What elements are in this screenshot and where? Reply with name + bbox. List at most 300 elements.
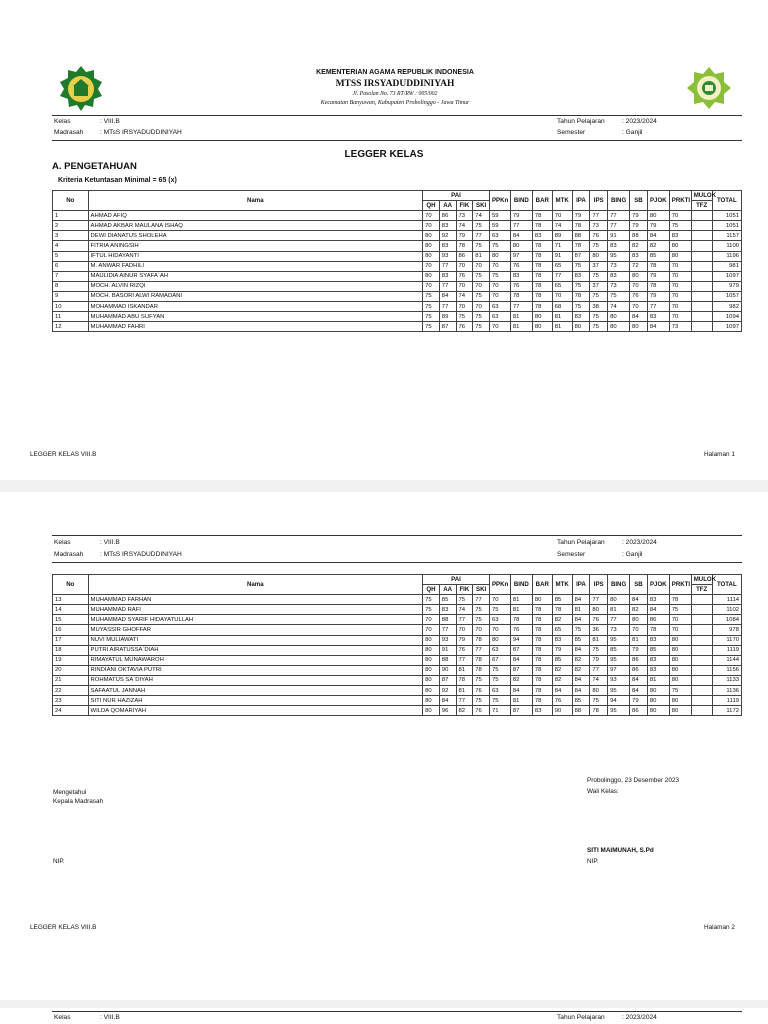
student-name-cell: MUHAMMAD RAFI (88, 605, 423, 615)
table-cell: 70 (473, 625, 490, 635)
column-header-mulok: MULOK (691, 575, 712, 585)
kemenag-logo-icon (56, 64, 106, 112)
table-cell: 78 (473, 655, 490, 665)
table-cell: 95 (608, 251, 630, 261)
table-cell: 70 (669, 302, 691, 312)
semester-label: Semester (557, 551, 586, 558)
table-cell: 84 (439, 696, 456, 706)
column-header-bar: BAR (532, 191, 552, 211)
table-cell: 83 (608, 241, 630, 251)
student-name-cell: IFTUL HIDAYANTI (88, 251, 423, 261)
column-header-mulok: MULOK (691, 191, 712, 201)
table-cell: 79 (647, 221, 669, 231)
table-cell: 63 (489, 686, 510, 696)
table-cell: 80 (423, 231, 440, 241)
table-cell: 78 (532, 665, 552, 675)
table-cell: 89 (439, 312, 456, 322)
table-cell: 17 (53, 635, 89, 645)
table-cell: 83 (532, 706, 552, 716)
table-cell: 96 (439, 706, 456, 716)
table-cell: 78 (572, 291, 590, 301)
table-cell: 88 (439, 615, 456, 625)
table-row (53, 241, 742, 251)
table-cell: 80 (669, 675, 691, 685)
school-address: Jl. Pasolan No. 73 RT/RW : 005/002 (352, 91, 438, 97)
table-cell: 76 (590, 615, 608, 625)
table-cell: 80 (423, 635, 440, 645)
table-cell: 91 (439, 645, 456, 655)
table-cell: 80 (669, 665, 691, 675)
table-cell: 1 (53, 211, 89, 221)
student-name-cell: MOHAMMAD ISKANDAR (88, 302, 423, 312)
table-cell: 76 (590, 231, 608, 241)
student-name-cell: WILDA QOMARIYAH (88, 706, 423, 716)
table-cell: 77 (456, 696, 473, 706)
table-cell: 84 (630, 595, 648, 605)
table-cell: 5 (53, 251, 89, 261)
column-header-qh: QH (423, 585, 440, 595)
tahun-value: : 2023/2024 (622, 118, 657, 125)
table-cell: 83 (669, 231, 691, 241)
table-row (53, 302, 742, 312)
wali-label: Wali Kelas: (587, 788, 619, 795)
column-header-ppkn: PPKn (489, 575, 510, 595)
table-cell: 63 (489, 615, 510, 625)
table-cell: 82 (572, 665, 590, 675)
place-date: Probolinggo, 23 Desember 2023 (587, 777, 680, 784)
table-cell: 94 (510, 635, 532, 645)
table-cell: 80 (669, 635, 691, 645)
table-cell: 80 (423, 645, 440, 655)
table-cell: 80 (669, 241, 691, 251)
table-cell: 78 (473, 665, 490, 675)
column-header-qh: QH (423, 201, 440, 211)
column-header-bing: BING (608, 575, 630, 595)
table-cell: 14 (53, 605, 89, 615)
table-cell: 77 (439, 302, 456, 312)
table-cell: 75 (489, 271, 510, 281)
divider (52, 140, 742, 141)
table-cell: 77 (510, 221, 532, 231)
column-header-fik: FIK (456, 585, 473, 595)
madrasah-label: Madrasah (54, 129, 84, 136)
table-cell: 81 (510, 605, 532, 615)
table-cell: 83 (510, 271, 532, 281)
column-header-ipa: IPA (572, 191, 590, 211)
table-cell: 84 (572, 686, 590, 696)
table-cell: 1196 (712, 251, 741, 261)
student-name-cell: MUHAMMAD SYARIF HIDAYATULLAH (88, 615, 423, 625)
table-cell: 77 (608, 221, 630, 231)
table-cell: 78 (647, 281, 669, 291)
table-cell: 78 (532, 261, 552, 271)
table-cell: 79 (630, 696, 648, 706)
table-cell: 75 (456, 595, 473, 605)
table-cell: 88 (572, 706, 590, 716)
table-cell: 75 (473, 221, 490, 231)
table-cell: 81 (510, 696, 532, 706)
table-cell (691, 706, 712, 716)
table-cell: 77 (439, 261, 456, 271)
table-cell: 70 (669, 261, 691, 271)
student-name-cell: RINDIANI OKTAVIA PUTRI (88, 665, 423, 675)
student-name-cell: PUTRI AIRATUSSA`DIAH (88, 645, 423, 655)
table-cell: 75 (423, 605, 440, 615)
table-cell: 1170 (712, 635, 741, 645)
table-cell: 93 (439, 635, 456, 645)
table-cell: 75 (473, 615, 490, 625)
table-cell: 80 (669, 706, 691, 716)
table-cell: 73 (608, 625, 630, 635)
table-row (53, 251, 742, 261)
table-cell: 85 (647, 645, 669, 655)
table-cell: 83 (647, 655, 669, 665)
table-cell (691, 241, 712, 251)
table-cell: 78 (532, 241, 552, 251)
table-cell: 80 (423, 665, 440, 675)
table-cell: 82 (552, 665, 572, 675)
section-title: A. PENGETAHUAN (52, 161, 137, 172)
table-cell: 70 (669, 615, 691, 625)
column-header-ips: IPS (590, 575, 608, 595)
table-row (53, 625, 742, 635)
table-cell: 6 (53, 261, 89, 271)
table-cell: 80 (423, 271, 440, 281)
table-cell: 3 (53, 231, 89, 241)
table-cell: 80 (608, 322, 630, 332)
table-cell: 78 (532, 605, 552, 615)
table-row (53, 686, 742, 696)
table-cell: 78 (532, 271, 552, 281)
table-cell: 80 (669, 696, 691, 706)
table-cell: 81 (510, 322, 532, 332)
madrasah-value: : MTsS IRSYADUDDINIYAH (100, 129, 182, 136)
table-cell: 77 (647, 302, 669, 312)
table-cell: 70 (669, 312, 691, 322)
table-cell: 88 (439, 655, 456, 665)
table-cell: 83 (439, 221, 456, 231)
table-cell: 94 (608, 696, 630, 706)
table-cell: 83 (647, 312, 669, 322)
table-cell: 84 (647, 231, 669, 241)
table-cell: 75 (489, 675, 510, 685)
table-row (53, 706, 742, 716)
table-cell: 80 (590, 251, 608, 261)
table-cell: 75 (473, 241, 490, 251)
table-cell: 1097 (712, 271, 741, 281)
table-row (53, 221, 742, 231)
table-cell: 75 (423, 322, 440, 332)
table-cell: 75 (473, 696, 490, 706)
table-cell: 70 (630, 302, 648, 312)
table-cell: 10 (53, 302, 89, 312)
table-cell: 82 (552, 675, 572, 685)
table-cell: 1084 (712, 615, 741, 625)
footer-left: LEGGER KELAS VIII.B (30, 451, 97, 458)
school-logo-icon (686, 66, 732, 110)
table-cell: 1114 (712, 595, 741, 605)
table-cell: 81 (456, 686, 473, 696)
kkm-label: Kriteria Ketuntasan Minimal = 65 (x) (58, 177, 177, 184)
table-cell: 77 (510, 302, 532, 312)
table-cell: 83 (647, 665, 669, 675)
table-cell: 84 (630, 675, 648, 685)
table-cell: 80 (489, 635, 510, 645)
table-cell: 75 (473, 675, 490, 685)
table-cell: 95 (608, 706, 630, 716)
table-cell: 70 (489, 625, 510, 635)
table-cell: 84 (572, 675, 590, 685)
table-cell: 83 (647, 595, 669, 605)
table-cell: 978 (712, 625, 741, 635)
table-cell: 70 (489, 291, 510, 301)
table-cell: 75 (572, 281, 590, 291)
table-cell: 86 (630, 655, 648, 665)
table-cell (691, 251, 712, 261)
table-cell: 83 (608, 271, 630, 281)
column-header-nama: Nama (88, 575, 423, 595)
table-row (53, 655, 742, 665)
table-cell: 80 (423, 696, 440, 706)
table-cell (691, 645, 712, 655)
school-region: Kecamatan Banyuwan, Kabupaten Probolinggo - Jawa Timur (320, 100, 470, 106)
table-cell: 81 (552, 312, 572, 322)
table-cell: 89 (552, 231, 572, 241)
table-cell: 84 (439, 291, 456, 301)
table-cell: 68 (552, 302, 572, 312)
table-cell: 75 (590, 322, 608, 332)
table-cell: 78 (669, 595, 691, 605)
table-cell: 65 (552, 625, 572, 635)
table-cell: 95 (608, 655, 630, 665)
table-cell: 75 (590, 241, 608, 251)
table-cell: 75 (590, 271, 608, 281)
table-cell: 75 (423, 291, 440, 301)
divider (52, 1011, 742, 1012)
table-cell: 91 (552, 251, 572, 261)
table-row (53, 281, 742, 291)
table-cell: 83 (552, 635, 572, 645)
table-cell: 80 (630, 271, 648, 281)
table-cell: 75 (423, 312, 440, 322)
table-cell: 73 (608, 281, 630, 291)
table-cell: 75 (669, 605, 691, 615)
table-cell: 1136 (712, 686, 741, 696)
table-cell: 1133 (712, 675, 741, 685)
madrasah-value: : MTsS IRSYADUDDINIYAH (100, 551, 182, 558)
table-cell: 80 (489, 251, 510, 261)
semester-label: Semester (557, 129, 586, 136)
column-header-ppkn: PPKn (489, 191, 510, 211)
table-cell: 78 (532, 211, 552, 221)
table-cell: 87 (439, 675, 456, 685)
table-cell: 93 (439, 251, 456, 261)
table-cell: 97 (608, 665, 630, 675)
table-cell: 77 (608, 211, 630, 221)
column-header-bind: BIND (510, 575, 532, 595)
table-cell (691, 281, 712, 291)
table-cell: 70 (473, 261, 490, 271)
table-cell: 70 (669, 291, 691, 301)
table-cell: 92 (439, 686, 456, 696)
table-cell: 76 (456, 322, 473, 332)
madrasah-label: Madrasah (54, 551, 84, 558)
tahun-value: : 2023/2024 (622, 539, 657, 546)
table-cell: 38 (590, 302, 608, 312)
table-cell: 20 (53, 665, 89, 675)
table-row (53, 595, 742, 605)
table-cell: 4 (53, 241, 89, 251)
table-cell: 74 (473, 211, 490, 221)
table-cell: 70 (669, 281, 691, 291)
table-cell: 77 (473, 595, 490, 605)
column-header-ski: SKI (473, 585, 490, 595)
table-cell: 63 (489, 231, 510, 241)
table-cell: 80 (423, 241, 440, 251)
table-cell: 70 (423, 221, 440, 231)
table-cell: 86 (456, 251, 473, 261)
table-cell: 76 (473, 686, 490, 696)
page-number: Halaman 2 (704, 924, 735, 931)
student-name-cell: AHMAD AKBAR MAULANA ISHAQ (88, 221, 423, 231)
table-cell: 1051 (712, 211, 741, 221)
table-cell: 78 (532, 221, 552, 231)
table-cell: 75 (456, 312, 473, 322)
table-cell: 76 (510, 281, 532, 291)
table-row (53, 645, 742, 655)
table-cell: 81 (572, 605, 590, 615)
table-cell: 84 (572, 645, 590, 655)
student-name-cell: AHMAD AFIQ (88, 211, 423, 221)
table-cell: 1100 (712, 241, 741, 251)
table-cell (691, 291, 712, 301)
semester-value: : Ganjil (622, 129, 643, 136)
table-cell: 76 (456, 645, 473, 655)
table-cell: 87 (510, 665, 532, 675)
student-name-cell: DEWI DIANATUS SHOLEHA (88, 231, 423, 241)
table-cell: 63 (489, 312, 510, 322)
table-row (53, 665, 742, 675)
table-cell: 1119 (712, 645, 741, 655)
table-cell: 75 (572, 302, 590, 312)
table-cell: 78 (572, 241, 590, 251)
table-cell: 78 (532, 686, 552, 696)
table-cell: 79 (647, 271, 669, 281)
column-header-total: TOTAL (712, 575, 741, 595)
page-1 (0, 0, 768, 480)
table-cell: 79 (456, 635, 473, 645)
table-cell: 84 (572, 615, 590, 625)
column-header-pai: PAI (423, 575, 490, 585)
student-name-cell: M. ANWAR FADHILI (88, 261, 423, 271)
student-name-cell: MAULIDIA AINUR SYAFA`AH (88, 271, 423, 281)
table-cell: 84 (510, 686, 532, 696)
table-cell: 1094 (712, 312, 741, 322)
table-cell: 81 (608, 605, 630, 615)
table-cell: 37 (590, 261, 608, 271)
table-cell: 80 (608, 312, 630, 322)
table-cell: 83 (532, 231, 552, 241)
table-cell: 75 (590, 291, 608, 301)
table-cell: 22 (53, 686, 89, 696)
table-cell: 84 (630, 686, 648, 696)
table-cell: 84 (552, 686, 572, 696)
divider (52, 115, 742, 116)
table-cell: 84 (647, 605, 669, 615)
table-cell: 70 (669, 271, 691, 281)
table-cell: 83 (439, 605, 456, 615)
table-cell (691, 625, 712, 635)
student-name-cell: MOCH. BASORI ALWI RAMADANI (88, 291, 423, 301)
table-cell: 80 (669, 655, 691, 665)
table-cell: 78 (532, 302, 552, 312)
table-cell: 84 (572, 595, 590, 605)
table-cell: 82 (630, 241, 648, 251)
table-cell: 13 (53, 595, 89, 605)
table-cell: 70 (456, 302, 473, 312)
table-cell: 95 (608, 686, 630, 696)
column-header-ski: SKI (473, 201, 490, 211)
table-row (53, 605, 742, 615)
table-cell: 79 (630, 645, 648, 655)
column-header-aa: AA (439, 201, 456, 211)
page-number: Halaman 1 (704, 451, 735, 458)
table-cell: 9 (53, 291, 89, 301)
kelas-value: : VIII.B (100, 118, 120, 125)
kelas-value: : VIII.B (100, 1014, 120, 1021)
kelas-value: : VIII.B (100, 539, 120, 546)
table-cell: 79 (630, 211, 648, 221)
column-header-ips: IPS (590, 191, 608, 211)
table-row (53, 312, 742, 322)
table-cell: 85 (552, 595, 572, 605)
column-header-total: TOTAL (712, 191, 741, 211)
table-cell: 982 (712, 302, 741, 312)
table-cell: 87 (510, 706, 532, 716)
table-cell: 78 (532, 615, 552, 625)
table-cell: 1172 (712, 706, 741, 716)
table-cell: 83 (439, 241, 456, 251)
table-cell: 78 (572, 221, 590, 231)
table-cell: 75 (590, 645, 608, 655)
table-cell: 87 (572, 251, 590, 261)
table-cell: 59 (489, 221, 510, 231)
table-cell: 84 (647, 322, 669, 332)
table-cell (691, 271, 712, 281)
table-cell: 80 (669, 251, 691, 261)
table-cell: 70 (489, 281, 510, 291)
column-header-pai: PAI (423, 191, 490, 201)
table-cell: 78 (532, 645, 552, 655)
table-cell: 84 (630, 312, 648, 322)
table-cell: 78 (647, 261, 669, 271)
table-cell: 70 (473, 281, 490, 291)
table-cell: 1144 (712, 655, 741, 665)
table-cell: 75 (473, 605, 490, 615)
student-name-cell: ROHMATUS SA`DIYAH (88, 675, 423, 685)
page-title: LEGGER KELAS (344, 149, 424, 160)
table-cell (691, 605, 712, 615)
table-cell: 79 (630, 221, 648, 231)
table-cell: 18 (53, 645, 89, 655)
table-cell: 78 (552, 605, 572, 615)
table-cell: 76 (510, 261, 532, 271)
table-cell: 63 (489, 645, 510, 655)
table-cell: 90 (439, 665, 456, 675)
table-cell: 8 (53, 281, 89, 291)
student-name-cell: MUHAMMAD FAHRI (88, 322, 423, 332)
table-cell: 81 (647, 675, 669, 685)
